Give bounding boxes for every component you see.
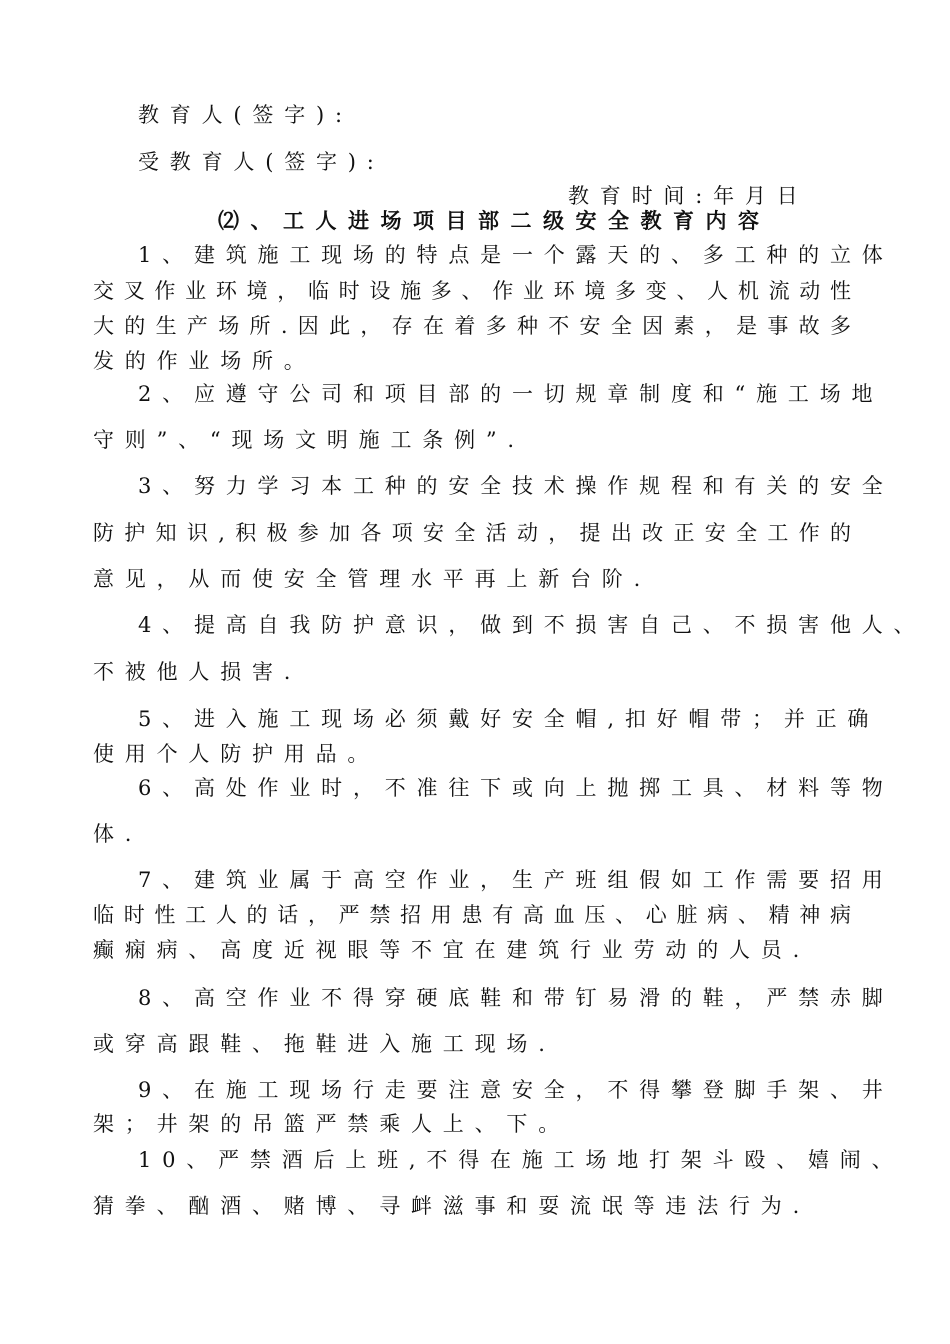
trainee-signature-label: 受教育人(签字):: [138, 150, 385, 174]
item-4-line-2: 不被他人损害.: [93, 660, 302, 684]
item-9-line-2: 架；井架的吊篮严禁乘人上、下。: [93, 1112, 570, 1136]
item-7-line-2: 临时性工人的话，严禁招用患有高血压、心脏病、精神病: [93, 903, 851, 927]
item-2-line-1: 2、应遵守公司和项目部的一切规章制度和“施工场地: [138, 382, 884, 406]
item-7-line-1: 7、建筑业属于高空作业，生产班组假如工作需要招用: [138, 868, 894, 892]
item-3-line-2: 防护知识,积极参加各项安全活动，提出改正安全工作的: [93, 521, 851, 545]
item-5-line-2: 使用个人防护用品。: [93, 742, 380, 766]
item-5-line-1: 5、进入施工现场必须戴好安全帽,扣好帽带；并正确: [138, 707, 880, 731]
item-9-line-1: 9、在施工现场行走要注意安全，不得攀登脚手架、井: [138, 1078, 894, 1102]
item-4-line-1: 4、提高自我防护意识，做到不损害自己、不损害他人、: [138, 613, 926, 637]
item-1-line-3: 大的生产场所.因此，存在着多种不安全因素，是事故多: [93, 314, 851, 338]
item-3-line-3: 意见，从而使安全管理水平再上新台阶.: [93, 567, 652, 591]
item-6-line-2: 体.: [93, 822, 143, 846]
item-2-line-2: 守则”、“现场文明施工条例”.: [93, 428, 525, 452]
education-date-label: 教育时间:年月日: [568, 184, 809, 208]
section-title: ⑵、工人进场项目部二级安全教育内容: [218, 208, 771, 233]
item-1-line-4: 发的作业场所。: [93, 349, 316, 373]
item-10-line-2: 猜拳、酗酒、赌博、寻衅滋事和耍流氓等违法行为.: [93, 1194, 811, 1218]
item-7-line-3: 癫痫病、高度近视眼等不宜在建筑行业劳动的人员.: [93, 938, 811, 962]
item-8-line-1: 8、高空作业不得穿硬底鞋和带钉易滑的鞋，严禁赤脚: [138, 986, 894, 1010]
item-10-line-1: 10、严禁酒后上班,不得在施工场地打架斗殴、嬉闹、: [138, 1148, 904, 1172]
educator-signature-label: 教育人(签字):: [138, 103, 353, 127]
item-1-line-1: 1、建筑施工现场的特点是一个露天的、多工种的立体: [138, 243, 894, 267]
item-8-line-2: 或穿高跟鞋、拖鞋进入施工现场.: [93, 1032, 556, 1056]
item-1-line-2: 交叉作业环境，临时设施多、作业环境多变、人机流动性: [93, 279, 851, 303]
item-3-line-1: 3、努力学习本工种的安全技术操作规程和有关的安全: [138, 474, 894, 498]
item-6-line-1: 6、高处作业时，不准往下或向上抛掷工具、材料等物: [138, 776, 894, 800]
